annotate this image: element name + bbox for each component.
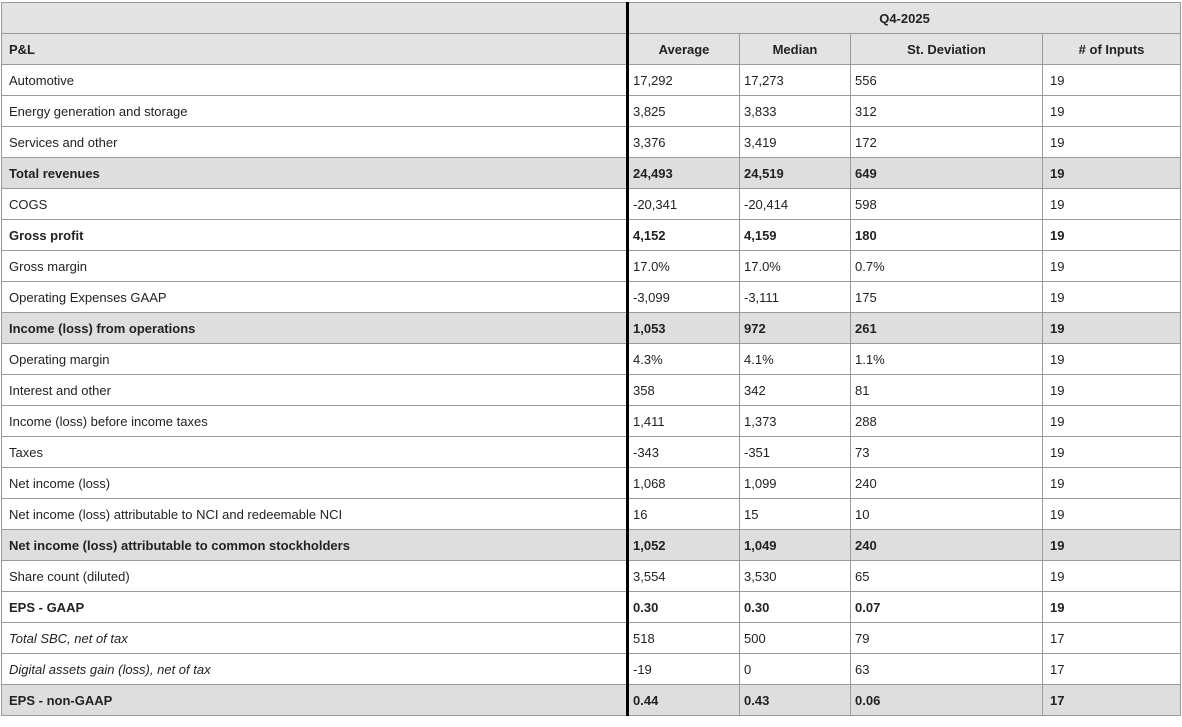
table-row bbox=[2, 251, 1181, 282]
column-header-average: Average bbox=[628, 34, 740, 65]
average-cell: -343 bbox=[628, 437, 740, 468]
table-row bbox=[2, 437, 1181, 468]
inputs-cell: 19 bbox=[1043, 96, 1181, 127]
median-cell: -20,414 bbox=[740, 189, 851, 220]
median-cell: 3,530 bbox=[740, 561, 851, 592]
median-cell: 0 bbox=[740, 654, 851, 685]
st-deviation-cell: 79 bbox=[851, 623, 1043, 654]
table-row bbox=[2, 654, 1181, 685]
inputs-cell: 19 bbox=[1043, 65, 1181, 96]
row-label: Operating margin bbox=[2, 344, 628, 375]
column-header-st-deviation: St. Deviation bbox=[851, 34, 1043, 65]
st-deviation-cell: 261 bbox=[851, 313, 1043, 344]
average-cell: 17.0% bbox=[628, 251, 740, 282]
row-label: EPS - non-GAAP bbox=[2, 685, 628, 716]
st-deviation-cell: 180 bbox=[851, 220, 1043, 251]
column-header-row bbox=[2, 34, 1181, 65]
row-label: Energy generation and storage bbox=[2, 96, 628, 127]
median-cell: 500 bbox=[740, 623, 851, 654]
period-header: Q4-2025 bbox=[628, 3, 1181, 34]
median-cell: 972 bbox=[740, 313, 851, 344]
average-cell: 24,493 bbox=[628, 158, 740, 189]
median-cell: 24,519 bbox=[740, 158, 851, 189]
average-cell: 17,292 bbox=[628, 65, 740, 96]
average-cell: -20,341 bbox=[628, 189, 740, 220]
table-row bbox=[2, 561, 1181, 592]
median-cell: 1,049 bbox=[740, 530, 851, 561]
table-row bbox=[2, 375, 1181, 406]
row-label: Digital assets gain (loss), net of tax bbox=[2, 654, 628, 685]
st-deviation-cell: 0.06 bbox=[851, 685, 1043, 716]
median-cell: 3,833 bbox=[740, 96, 851, 127]
st-deviation-cell: 0.7% bbox=[851, 251, 1043, 282]
average-cell: -3,099 bbox=[628, 282, 740, 313]
average-cell: 3,825 bbox=[628, 96, 740, 127]
inputs-cell: 19 bbox=[1043, 220, 1181, 251]
table-row bbox=[2, 96, 1181, 127]
average-cell: 3,376 bbox=[628, 127, 740, 158]
inputs-cell: 17 bbox=[1043, 654, 1181, 685]
inputs-cell: 19 bbox=[1043, 313, 1181, 344]
row-label: Services and other bbox=[2, 127, 628, 158]
row-label: Share count (diluted) bbox=[2, 561, 628, 592]
pnl-table bbox=[1, 2, 1181, 716]
row-label: Taxes bbox=[2, 437, 628, 468]
median-cell: 0.43 bbox=[740, 685, 851, 716]
st-deviation-cell: 73 bbox=[851, 437, 1043, 468]
table-row bbox=[2, 282, 1181, 313]
inputs-cell: 19 bbox=[1043, 282, 1181, 313]
median-cell: 3,419 bbox=[740, 127, 851, 158]
average-cell: 0.30 bbox=[628, 592, 740, 623]
table-body bbox=[2, 65, 1181, 716]
inputs-cell: 19 bbox=[1043, 592, 1181, 623]
median-cell: -351 bbox=[740, 437, 851, 468]
row-label: Gross profit bbox=[2, 220, 628, 251]
inputs-cell: 19 bbox=[1043, 158, 1181, 189]
average-cell: 0.44 bbox=[628, 685, 740, 716]
header-blank-cell bbox=[2, 3, 628, 34]
median-cell: 1,099 bbox=[740, 468, 851, 499]
median-cell: 17.0% bbox=[740, 251, 851, 282]
median-cell: 4.1% bbox=[740, 344, 851, 375]
st-deviation-cell: 240 bbox=[851, 530, 1043, 561]
st-deviation-cell: 0.07 bbox=[851, 592, 1043, 623]
inputs-cell: 19 bbox=[1043, 437, 1181, 468]
table-row bbox=[2, 530, 1181, 561]
table-row bbox=[2, 344, 1181, 375]
row-label: COGS bbox=[2, 189, 628, 220]
median-cell: -3,111 bbox=[740, 282, 851, 313]
row-label: Interest and other bbox=[2, 375, 628, 406]
column-header-pl: P&L bbox=[2, 34, 628, 65]
table-row bbox=[2, 468, 1181, 499]
row-label: Net income (loss) bbox=[2, 468, 628, 499]
median-cell: 0.30 bbox=[740, 592, 851, 623]
average-cell: 1,053 bbox=[628, 313, 740, 344]
st-deviation-cell: 175 bbox=[851, 282, 1043, 313]
table-row bbox=[2, 127, 1181, 158]
row-label: Income (loss) before income taxes bbox=[2, 406, 628, 437]
row-label: Net income (loss) attributable to NCI and redeemable NCI bbox=[2, 499, 628, 530]
median-cell: 15 bbox=[740, 499, 851, 530]
st-deviation-cell: 312 bbox=[851, 96, 1043, 127]
inputs-cell: 19 bbox=[1043, 499, 1181, 530]
inputs-cell: 19 bbox=[1043, 530, 1181, 561]
row-label: Net income (loss) attributable to common stockholders bbox=[2, 530, 628, 561]
average-cell: 16 bbox=[628, 499, 740, 530]
median-cell: 17,273 bbox=[740, 65, 851, 96]
inputs-cell: 19 bbox=[1043, 344, 1181, 375]
average-cell: -19 bbox=[628, 654, 740, 685]
table-row bbox=[2, 623, 1181, 654]
average-cell: 1,411 bbox=[628, 406, 740, 437]
inputs-cell: 19 bbox=[1043, 127, 1181, 158]
table-row bbox=[2, 313, 1181, 344]
median-cell: 1,373 bbox=[740, 406, 851, 437]
median-cell: 4,159 bbox=[740, 220, 851, 251]
row-label: Income (loss) from operations bbox=[2, 313, 628, 344]
average-cell: 1,068 bbox=[628, 468, 740, 499]
average-cell: 1,052 bbox=[628, 530, 740, 561]
st-deviation-cell: 556 bbox=[851, 65, 1043, 96]
column-header-median: Median bbox=[740, 34, 851, 65]
table-row bbox=[2, 406, 1181, 437]
inputs-cell: 17 bbox=[1043, 623, 1181, 654]
average-cell: 4.3% bbox=[628, 344, 740, 375]
average-cell: 4,152 bbox=[628, 220, 740, 251]
st-deviation-cell: 172 bbox=[851, 127, 1043, 158]
period-header-row bbox=[2, 3, 1181, 34]
row-label: Gross margin bbox=[2, 251, 628, 282]
st-deviation-cell: 649 bbox=[851, 158, 1043, 189]
row-label: Total SBC, net of tax bbox=[2, 623, 628, 654]
inputs-cell: 19 bbox=[1043, 251, 1181, 282]
inputs-cell: 19 bbox=[1043, 561, 1181, 592]
table-row bbox=[2, 158, 1181, 189]
st-deviation-cell: 288 bbox=[851, 406, 1043, 437]
table-row bbox=[2, 499, 1181, 530]
st-deviation-cell: 240 bbox=[851, 468, 1043, 499]
table-row bbox=[2, 189, 1181, 220]
average-cell: 518 bbox=[628, 623, 740, 654]
table-row bbox=[2, 65, 1181, 96]
row-label: Total revenues bbox=[2, 158, 628, 189]
st-deviation-cell: 1.1% bbox=[851, 344, 1043, 375]
st-deviation-cell: 63 bbox=[851, 654, 1043, 685]
st-deviation-cell: 81 bbox=[851, 375, 1043, 406]
inputs-cell: 19 bbox=[1043, 468, 1181, 499]
average-cell: 3,554 bbox=[628, 561, 740, 592]
table-row bbox=[2, 685, 1181, 716]
row-label: Operating Expenses GAAP bbox=[2, 282, 628, 313]
inputs-cell: 19 bbox=[1043, 375, 1181, 406]
inputs-cell: 17 bbox=[1043, 685, 1181, 716]
row-label: Automotive bbox=[2, 65, 628, 96]
table-row bbox=[2, 220, 1181, 251]
st-deviation-cell: 598 bbox=[851, 189, 1043, 220]
row-label: EPS - GAAP bbox=[2, 592, 628, 623]
st-deviation-cell: 10 bbox=[851, 499, 1043, 530]
st-deviation-cell: 65 bbox=[851, 561, 1043, 592]
inputs-cell: 19 bbox=[1043, 189, 1181, 220]
column-header-inputs: # of Inputs bbox=[1043, 34, 1181, 65]
table-row bbox=[2, 592, 1181, 623]
average-cell: 358 bbox=[628, 375, 740, 406]
median-cell: 342 bbox=[740, 375, 851, 406]
inputs-cell: 19 bbox=[1043, 406, 1181, 437]
